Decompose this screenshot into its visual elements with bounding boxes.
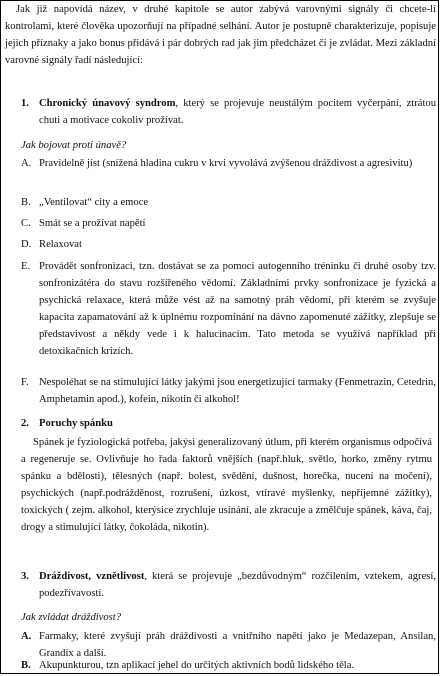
sub-item-letter: B. (21, 660, 31, 671)
item-number: 2. (21, 418, 29, 429)
sub-item-letter: D. (21, 239, 32, 250)
sub-item-letter: B. (21, 197, 31, 208)
sub-item-text: „Ventilovat“ city a emoce (39, 197, 149, 208)
sub-item-letter: A. (21, 631, 32, 642)
sub-item-text: Smát se a prožívat napětí (39, 218, 146, 229)
sub-item-text: Nespoléhat se na stimulující látky jakými jsou energetizující tarmaky (Fenmetrazin, Cetedrin, Amphetamin apod.), kofein, nikotin či alkohol! (39, 377, 436, 406)
item-title: Poruchy spánku (39, 418, 113, 429)
sub-item-letter: A. (21, 158, 32, 169)
sub-item-text: Pravidelně jíst (snížená hladina cukru v krvi vyvolává zvýšenou dráždivost a agresivitu) (39, 158, 413, 169)
item-number: 1. (21, 98, 29, 109)
sub-item-text: Akupunkturou, tzn aplikací jehel do určitých aktivních bodů lidského těla. (39, 660, 355, 671)
sleep-paragraph: Spánek je fyziologická potřeba, jakýsi generalizovaný útlum, při kterém organismus odpočívá a regeneruje se. Ovlivňuje ho řada faktorů vnějších (např.hluk, světlo, horko, změny rytmu spánku a bdělosti), tělesných (např. bolest, svědění, dušnost, horečka, nucení na močení), psychických (např.podrážděnost, rozrušení, úzkost, vtíravé myšlenky, nepříjemné zážitky), toxických ( zejm. alkohol, kterýsice zrychluje usínání, ale zkracuje a změlčuje spánek, káva, čaj, drogy a stimulující látky, čokoláda, nikotin). (21, 437, 432, 534)
item-text (39, 95, 436, 129)
intro-paragraph: Jak již napovídá název, v druhé kapitole se autor zabývá varovnými signály či chcete-li kontrolami, které člověka upozorňují na případné selhání. Autor je postupně charakterizuje, popisuje jejich příznaky a jako bonus přidává i pár dobrých rad jak jim předcházet či je zvládat. Mezi základní varovné signály řadí následující: (5, 4, 436, 67)
question-heading: Jak zvládat dráždivost? (21, 612, 122, 623)
sub-item-letter: E. (21, 261, 31, 272)
item-text (39, 415, 436, 432)
sub-item-text: Farmaky, které zvyšují práh dráždivosti a vnitřního napětí jako je Medazepan, Ansilan, Grandix a další. (39, 631, 436, 660)
sub-item-text: Relaxovat (39, 239, 82, 250)
item-description: , který se projevuje neustálým pocitem vyčerpání, ztrátou chuti a motivace cokoliv prožívat. (39, 98, 436, 127)
question-heading: Jak bojovat proti únavě? (21, 140, 127, 151)
sub-item-letter: F. (21, 377, 29, 388)
item-text (39, 568, 436, 602)
sub-item-letter: C. (21, 218, 31, 229)
item-number: 3. (21, 571, 29, 582)
item-title: Dráždivost, vznětlivost (39, 571, 145, 582)
item-title: Chronický únavový syndrom (39, 98, 176, 109)
sub-item-text: Provádět sonfronizaci, tzn. dostávat se za pomoci autogenního tréninku či druhé osoby tzv. sonfronizátéra do stavu rozšířeného vědomí. Základními prvky sonfronizace je fyzická a psychická relaxace, která může vést až na samotný práh vědomí, při kterém se zvyšuje kapacita zapamatování až k úplnému rozpomínání na dávno zapomenuté zážitky, zlepšuje se představivost a někdy vede i k halucinacím. Tato metoda se využívá například při detoxikačních krizích. (39, 261, 436, 358)
item-description: , která se projevuje „bezdůvodným“ rozčilením, vztekem, agresí, podezřívavostí. (39, 571, 436, 600)
